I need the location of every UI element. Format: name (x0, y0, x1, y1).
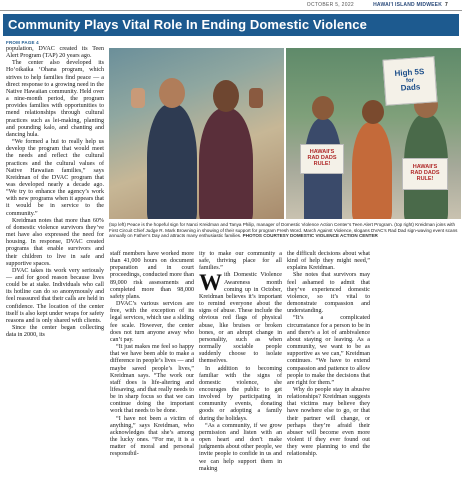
paragraph: “We formed a hui to really help us develop the program that would meet the needs and reflect the cultural practices and the cultural values of Native Hawaiian families,” says Kreidman of the DVAC program that was developed nearly a decade ago. “We try to enhance the agency’s work with new programs when it appears that it would be in service to the community.” (6, 139, 104, 217)
headline-banner (3, 14, 459, 36)
caption-text: (top left) Peace is the hopeful sign for Nanci Kreidman and Tanya Philip, manager of Domestic Violence Action Center’s Teen Alert Program. (top right) Kreidman joins with First Circuit Chief Judge R. Mark Browning in showing of their support for program Fresh Word. March Against Violence, slogans DVAC’s Rad Dad sign-waving event scans annually on Father’s Day and attracts many enthusiastic families. (109, 222, 458, 239)
person-head (312, 96, 334, 120)
photo-group (109, 48, 461, 219)
sign-text: RAD DADS (410, 170, 440, 177)
sign-text: Dads (400, 82, 421, 93)
sign-text: for (405, 77, 415, 85)
paragraph: staff members have worked more than 41,000 hours on document preparation and in court proceedings, conducted more than 89,000 risk assessments and completed more than 98,000 safety plans. (110, 251, 194, 300)
issue-date: OCTOBER 5, 2022 (306, 2, 354, 8)
photo-credit: PHOTOS COURTESY DOMESTIC VIOLENCE ACTION CENTER (242, 233, 378, 239)
page-header (0, 0, 462, 11)
article-column-3 (199, 251, 282, 473)
sign-text: High 5S (394, 67, 425, 79)
sign-high-five (382, 56, 437, 106)
article-column-2 (110, 251, 194, 459)
paragraph: DVAC takes its work very seriously — and for good reason because lives could be at stake. Individuals who call its hotline can do so anonymously and feel reassured that their calls are held in confidence. The location of the center itself is also kept under wraps for safety reasons and is only shared with clients. (6, 267, 104, 324)
photo-peace-sign (109, 48, 284, 219)
peace-hand (131, 88, 145, 108)
paragraph: ity to make our community a safe, thriving place for all families.” (199, 251, 282, 272)
paragraph: She notes that survivors may feel ashamed to admit that they’ve experienced domestic violence, so it’s vital to demonstrate compassion and understanding. (287, 272, 370, 315)
sign-text: RULE! (313, 160, 331, 167)
header-rule (0, 10, 462, 11)
paragraph: DVAC’s various services are free, with the exception of its legal services, which use a sliding fee scale. However, the center does not turn anyone away who can’t pay. (110, 301, 194, 343)
continued-from-tag: FROM PAGE 4 (6, 40, 39, 45)
paragraph: Since the center began collecting data in 2000, its (6, 325, 104, 339)
paragraph: In addition to becoming familiar with the signs of domestic violence, she encourages the public to get involved by participating in community events, donating goods or adopting a family during the holidays. (199, 365, 282, 422)
paragraph: “It just makes me feel so happy that we have been able to make a difference in people’s lives — and maybe saved people’s lives,” Kreidman says. “The work our staff does is life-altering and lifesaving, and that really needs to be in sharp focus so that we can continue doing the important work that needs to be done. (110, 344, 194, 415)
person-head (159, 78, 185, 108)
paragraph: The center also developed its Hoʻoikaika ʻOhana program, which strives to help families find peace — a direct response to a growing need in the Native Hawaiian community. Held over a nine-month period, the program provides families with opportunities to mend relationships through cultural practices such as lei-making, planting and pounding kalo, and chanting and dancing hula. (6, 60, 104, 138)
paragraph: the difficult decisions about what kind of help they might need,” explains Kreidman. (287, 251, 370, 272)
page-number: 7 (445, 2, 448, 8)
person-head (362, 100, 384, 124)
sign-text: HAWAII'S (309, 149, 335, 156)
person-head (213, 80, 239, 112)
sign-text: RULE! (416, 175, 434, 182)
person-figure (352, 122, 392, 219)
person-figure (199, 108, 253, 219)
drop-cap: W (199, 270, 222, 296)
photo-rad-dads (286, 48, 461, 219)
sign-text: HAWAII'S (412, 164, 438, 171)
paragraph-text: ith Domestic Violence Awareness month coming up in October, Kreidman believes it’s important to remind everyone about the signs of abuse. These include the obvious red flags of physical abuse, like bruises or broken bones, or an abrupt change in personality, such as when normally sociable people suddenly choose to isolate themselves. (199, 272, 282, 365)
publication-title: HAWAI'I ISLAND MIDWEEK (373, 2, 443, 8)
sign-rad-dads (402, 158, 448, 190)
headline: Community Plays Vital Role In Ending Domestic Violence (8, 17, 367, 32)
sign-text: RAD DADS (307, 155, 337, 162)
sign-rad-dads (300, 144, 344, 174)
paragraph (199, 272, 282, 365)
person-figure (147, 104, 197, 219)
paragraph: population, DVAC created its Teen Alert Program (TAP) 20 years ago. (6, 46, 104, 60)
paragraph: Why do people stay in abusive relationships? Kreidman suggests that victims may believe they have nowhere else to go, or that their partner will change, or perhaps they’re afraid their abuser will become even more violent if they ever found out they were planning to end the relationship. (287, 386, 370, 458)
article-column-1 (6, 46, 104, 339)
paragraph: Kreidman notes that more than 60% of domestic violence survivors they’ve met have also expressed the need for housing. In response, DVAC created programs that enable survivors and their children to live in safe and supportive spaces. (6, 217, 104, 267)
paragraph: “It’s a complicated circumstance for a person to be in and there’s a lot of ambivalence about staying or leaving. As a community, we want to be as supportive as we can,” Kreidman continues. “We have to extend compassion and patience to allow people to make the decisions that are right for them.” (287, 315, 370, 386)
paragraph: “As a community, if we grow permission and listen with an open heart and don’t make judgments about other people, we invite people to confide in us and we can help support them in making (199, 422, 282, 472)
paragraph: “I have not been a victim of anything,” says Kreidman, who acknowledges that she’s among the lucky ones. “For me, it is a matter of moral and personal responsibil- (110, 415, 194, 458)
article-column-4 (287, 251, 370, 459)
peace-hand (249, 88, 263, 108)
photo-caption (109, 222, 461, 239)
publication-name (373, 2, 448, 8)
